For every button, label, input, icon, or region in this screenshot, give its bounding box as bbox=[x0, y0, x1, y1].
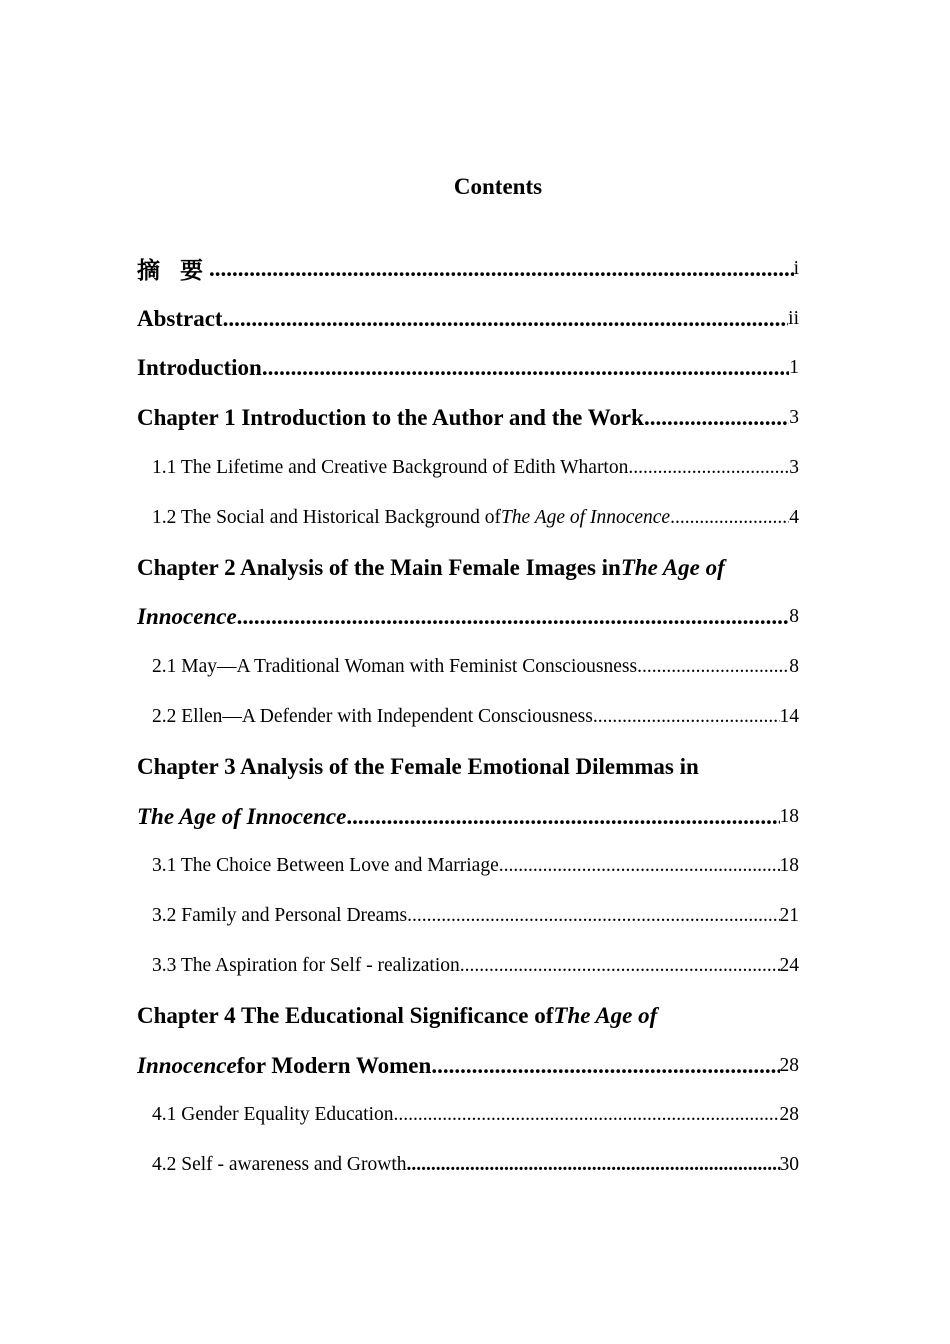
toc-page-number: 4 bbox=[789, 506, 799, 528]
toc-dot-leader bbox=[593, 706, 780, 728]
toc-chapter-entry[interactable] bbox=[137, 294, 799, 344]
toc-page-number: i bbox=[793, 257, 799, 279]
toc-dot-leader bbox=[460, 955, 780, 977]
toc-dot-leader bbox=[346, 804, 779, 830]
toc-entry-text: Chapter 3 Analysis of the Female Emotional Dilemmas in bbox=[137, 753, 699, 779]
toc-page-number: 24 bbox=[779, 955, 799, 977]
toc-chapter-entry[interactable] bbox=[137, 1041, 799, 1091]
toc-section-entry[interactable] bbox=[137, 493, 799, 543]
toc-dot-leader bbox=[223, 306, 789, 332]
toc-entry-text: Abstract bbox=[137, 305, 223, 331]
toc-page-number: 14 bbox=[779, 706, 799, 728]
toc-entry-text: 2.1 May—A Traditional Woman with Feminist Consciousness bbox=[152, 656, 638, 678]
toc-section-entry[interactable] bbox=[137, 1140, 799, 1190]
toc-entry-text: The Age of bbox=[553, 1002, 658, 1028]
table-of-contents bbox=[137, 244, 799, 1190]
toc-dot-leader bbox=[499, 855, 780, 877]
toc-page-number: 28 bbox=[779, 1104, 799, 1126]
toc-dot-leader bbox=[628, 457, 789, 479]
toc-page-number: 28 bbox=[779, 1054, 799, 1076]
toc-entry-text: 摘 要 bbox=[137, 258, 210, 285]
toc-page-number: 3 bbox=[789, 457, 799, 479]
toc-page-number: 3 bbox=[789, 407, 799, 429]
toc-section-entry[interactable] bbox=[137, 642, 799, 692]
toc-entry-text: 3.3 The Aspiration for Self - realization bbox=[152, 955, 460, 977]
page-title: Contents bbox=[453, 174, 543, 199]
toc-entry-text: 1.2 The Social and Historical Background of bbox=[152, 506, 501, 528]
toc-section-entry[interactable] bbox=[137, 891, 799, 941]
toc-dot-leader bbox=[262, 355, 789, 381]
toc-page-number: 8 bbox=[789, 656, 799, 678]
toc-chapter-entry[interactable] bbox=[137, 344, 799, 394]
toc-chapter-entry[interactable] bbox=[137, 393, 799, 443]
toc-entry-text: Chapter 2 Analysis of the Main Female Images in bbox=[137, 554, 621, 580]
toc-page-number: 21 bbox=[779, 905, 799, 927]
toc-section-entry[interactable] bbox=[137, 1091, 799, 1141]
toc-entry-text: for Modern Women bbox=[236, 1052, 432, 1078]
toc-entry-text: 3.1 The Choice Between Love and Marriage bbox=[152, 855, 499, 877]
toc-entry-text: 1.1 The Lifetime and Creative Background of Edith Wharton bbox=[152, 457, 629, 479]
toc-entry-text: Innocence bbox=[137, 604, 237, 630]
toc-page-number: 30 bbox=[779, 1154, 799, 1176]
toc-entry-text: 4.2 Self - awareness and Growth bbox=[152, 1154, 407, 1176]
toc-page-number: 8 bbox=[789, 606, 799, 628]
toc-dot-leader bbox=[209, 256, 794, 282]
toc-dot-leader bbox=[431, 1053, 779, 1079]
toc-page-number: 18 bbox=[779, 855, 799, 877]
toc-section-entry[interactable] bbox=[137, 692, 799, 742]
toc-entry-text: 4.1 Gender Equality Education bbox=[152, 1104, 394, 1126]
toc-chapter-entry[interactable] bbox=[137, 991, 799, 1041]
toc-entry-text: Innocence bbox=[137, 1052, 237, 1078]
toc-section-entry[interactable] bbox=[137, 443, 799, 493]
toc-entry-text: Chapter 1 Introduction to the Author and the Work bbox=[137, 405, 644, 431]
toc-dot-leader bbox=[407, 905, 779, 927]
toc-entry-text: 3.2 Family and Personal Dreams bbox=[152, 905, 408, 927]
toc-entry-text: The Age of Innocence bbox=[137, 803, 347, 829]
toc-entry-text: The Age of Innocence bbox=[500, 506, 671, 528]
toc-dot-leader bbox=[670, 507, 789, 529]
toc-section-entry[interactable] bbox=[137, 842, 799, 892]
toc-dot-leader bbox=[394, 1104, 780, 1126]
toc-chapter-entry[interactable] bbox=[137, 792, 799, 842]
toc-chapter-entry[interactable] bbox=[137, 593, 799, 643]
toc-entry-text: Introduction bbox=[137, 355, 262, 381]
toc-dot-leader bbox=[644, 405, 789, 431]
toc-entry-text: The Age of bbox=[620, 554, 725, 580]
toc-entry-text: Chapter 4 The Educational Significance of bbox=[137, 1002, 554, 1028]
toc-chapter-entry[interactable] bbox=[137, 244, 799, 294]
toc-dot-leader bbox=[407, 1154, 780, 1176]
toc-dot-leader bbox=[237, 604, 790, 630]
toc-chapter-entry[interactable] bbox=[137, 543, 799, 593]
toc-page-number: ii bbox=[788, 307, 799, 329]
toc-dot-leader bbox=[637, 656, 789, 678]
toc-entry-text: 2.2 Ellen—A Defender with Independent Consciousness bbox=[152, 706, 593, 728]
toc-chapter-entry[interactable] bbox=[137, 742, 799, 792]
toc-section-entry[interactable] bbox=[137, 941, 799, 991]
toc-page-number: 1 bbox=[789, 357, 799, 379]
toc-page-number: 18 bbox=[779, 805, 799, 827]
